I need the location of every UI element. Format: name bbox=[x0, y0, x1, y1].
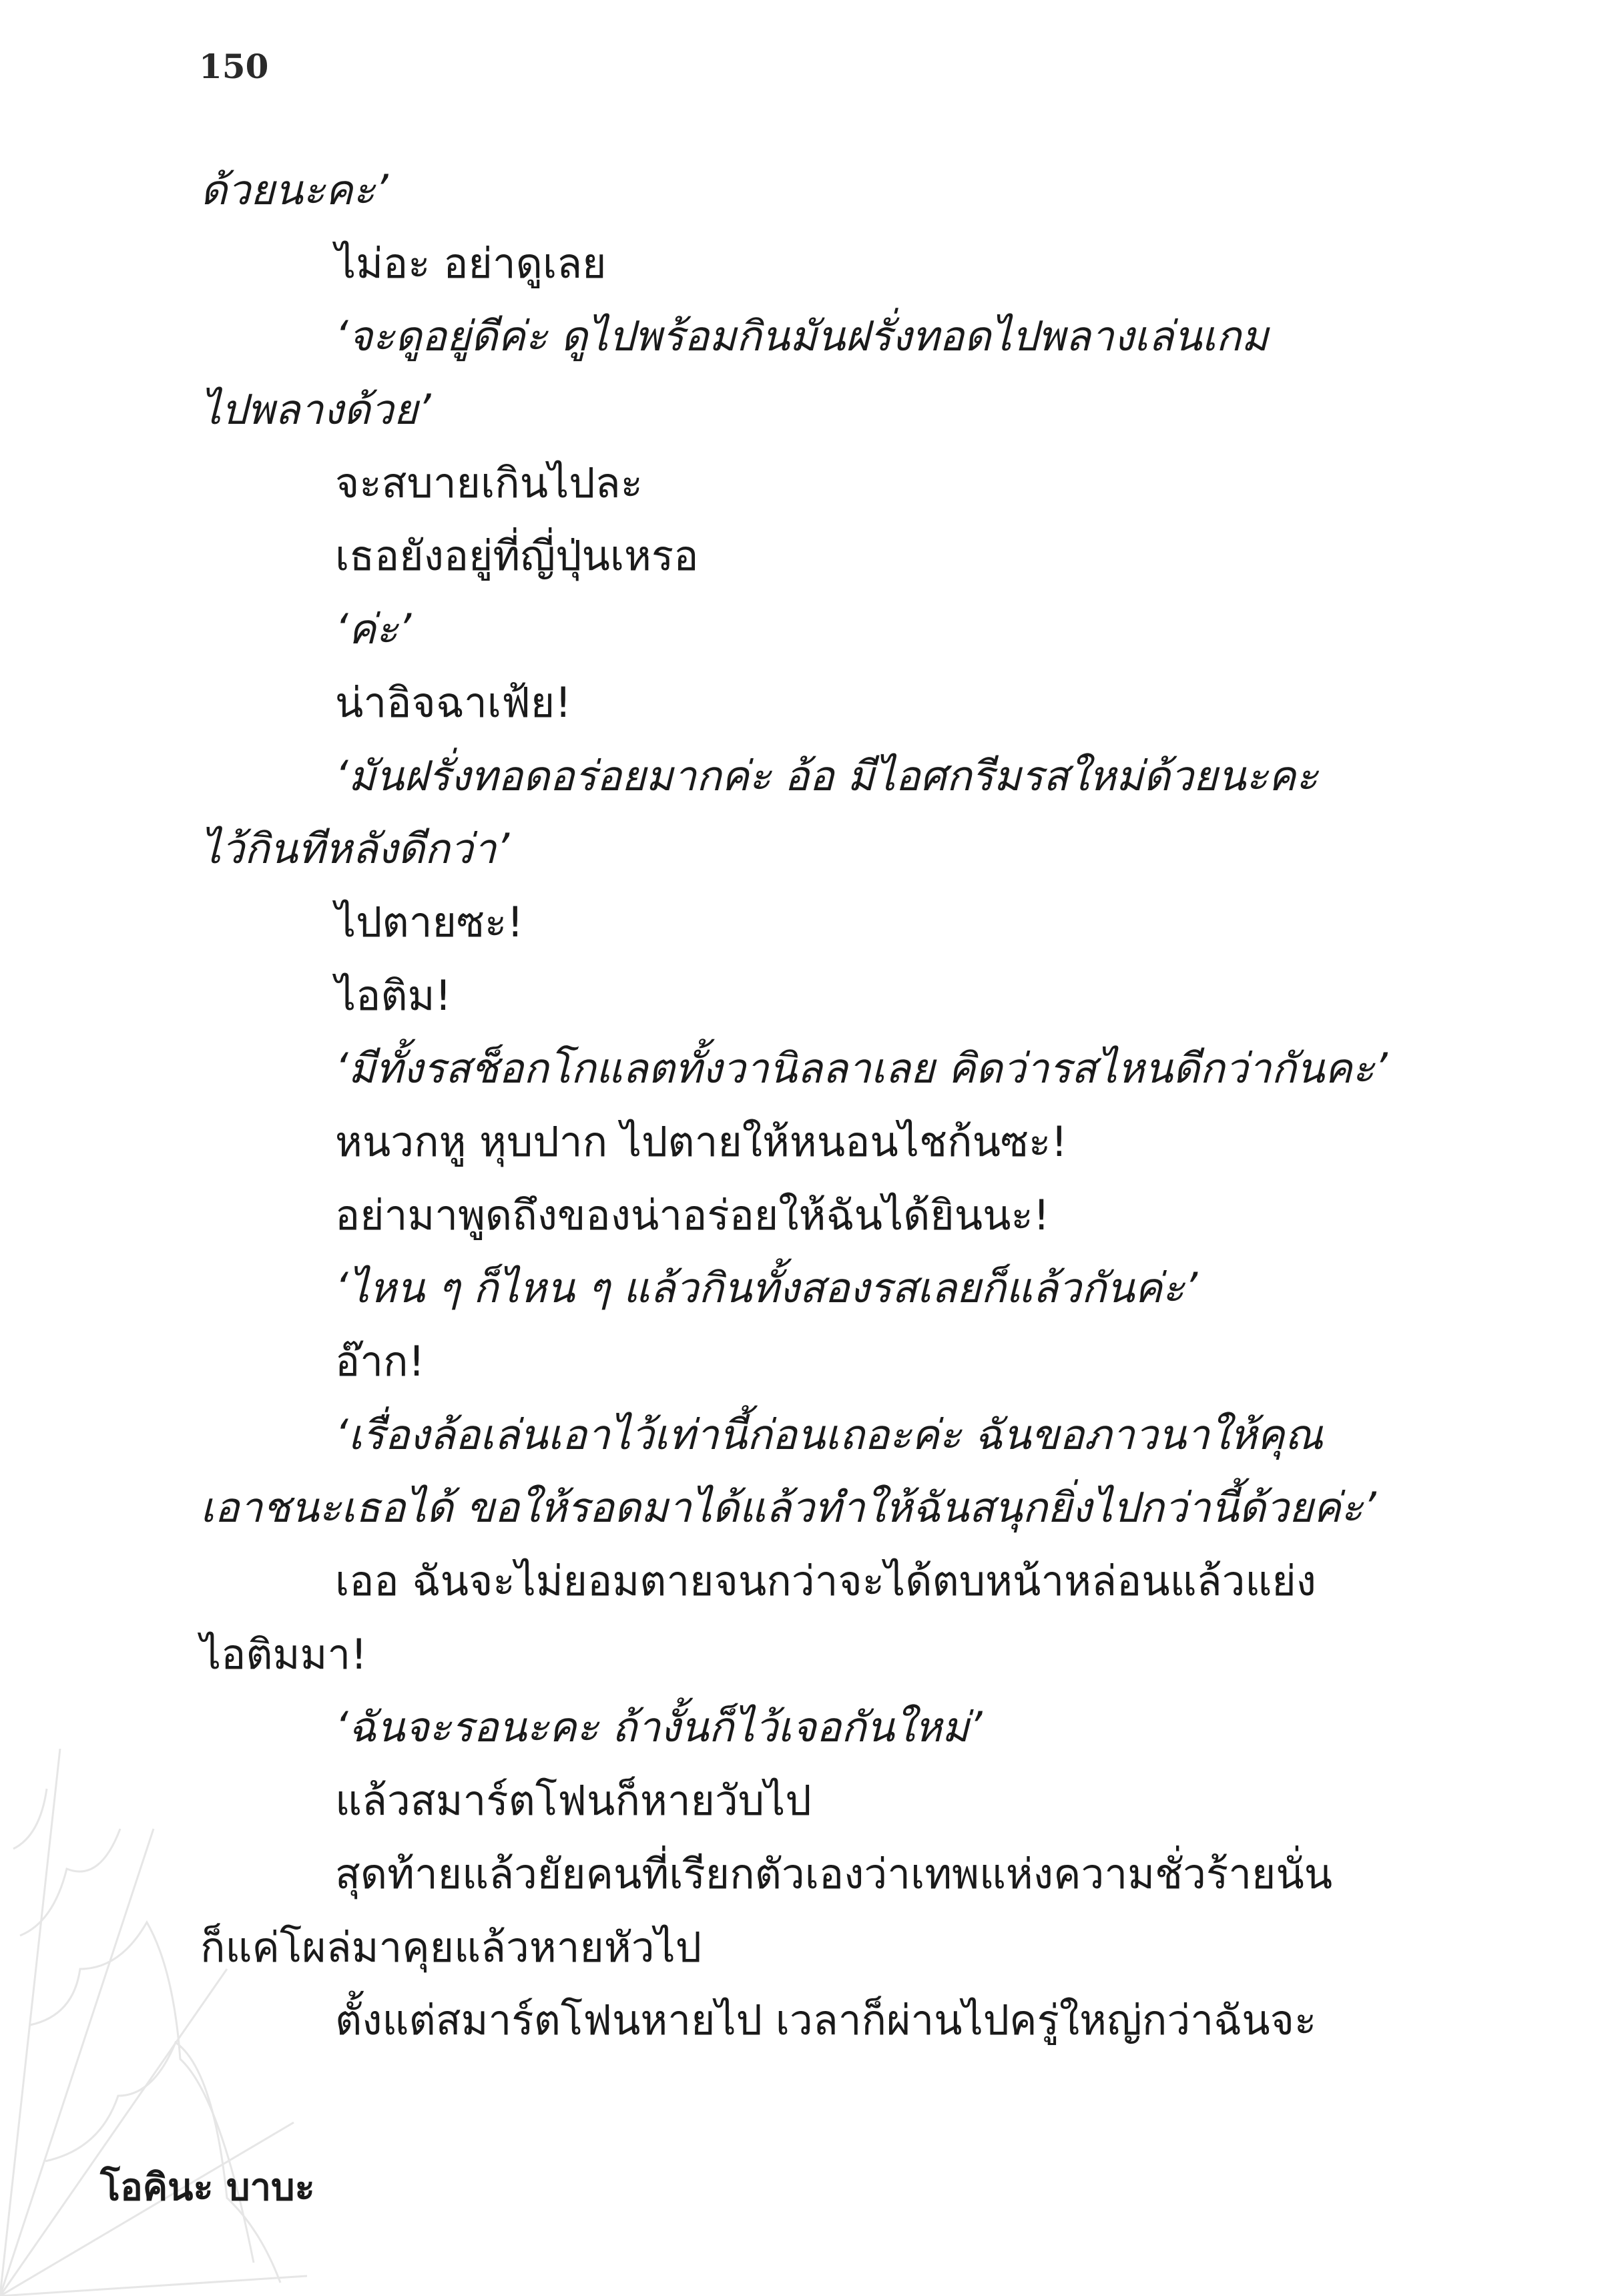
dialogue-line: ไปพลางด้วย’ bbox=[200, 385, 431, 435]
narration-line: น่าอิจฉาเฟ้ย! bbox=[335, 677, 572, 727]
narration-line: ก็แค่โผล่มาคุยแล้วหายหัวไป bbox=[200, 1922, 702, 1972]
dialogue-line: ‘ฉันจะรอนะคะ ถ้างั้นก็ไว้เจอกันใหม่’ bbox=[335, 1703, 983, 1752]
narration-line: หนวกหู หุบปาก ไปตายให้หนอนไชก้นซะ! bbox=[335, 1117, 1068, 1166]
narration-line: ไม่อะ อย่าดูเลย bbox=[335, 238, 607, 288]
dialogue-line: ด้วยนะคะ’ bbox=[200, 166, 388, 214]
dialogue-line: ‘ค่ะ’ bbox=[335, 605, 412, 654]
dialogue-line: ‘เรื่องล้อเล่นเอาไว้เท่านี้ก่อนเถอะค่ะ ฉันขอภาวนาให้คุณ bbox=[335, 1410, 1323, 1459]
book-title-footer: โอคินะ บาบะ bbox=[100, 2166, 315, 2209]
dialogue-line: ‘ไหน ๆ ก็ไหน ๆ แล้วกินทั้งสองรสเลยก็แล้วกันค่ะ’ bbox=[335, 1263, 1198, 1313]
narration-line: อ๊าก! bbox=[335, 1337, 425, 1386]
narration-line: อย่ามาพูดถึงของน่าอร่อยให้ฉันได้ยินนะ! bbox=[335, 1190, 1050, 1239]
narration-line: แล้วสมาร์ตโฟนก็หายวับไป bbox=[335, 1776, 812, 1825]
body-text bbox=[200, 154, 1402, 2057]
narration-line: ตั้งแต่สมาร์ตโฟนหายไป เวลาก็ผ่านไปครู่ใหญ่กว่าฉันจะ bbox=[335, 1996, 1317, 2045]
narration-line: สุดท้ายแล้วยัยคนที่เรียกตัวเองว่าเทพแห่งความชั่วร้ายนั่น bbox=[335, 1849, 1333, 1898]
page-number: 150 bbox=[199, 47, 269, 86]
dialogue-line: เอาชนะเธอได้ ขอให้รอดมาได้แล้วทำให้ฉันสนุกยิ่งไปกว่านี้ด้วยค่ะ’ bbox=[200, 1483, 1376, 1532]
narration-line: เออ ฉันจะไม่ยอมตายจนกว่าจะได้ตบหน้าหล่อนแล้วแย่ง bbox=[335, 1556, 1316, 1606]
narration-line: จะสบายเกินไปละ bbox=[335, 458, 643, 507]
narration-line: เธอยังอยู่ที่ญี่ปุ่นเหรอ bbox=[335, 531, 699, 581]
dialogue-line: ‘มีทั้งรสช็อกโกแลตทั้งวานิลลาเลย คิดว่ารสไหนดีกว่ากันคะ’ bbox=[335, 1044, 1388, 1093]
dialogue-line: ไว้กินทีหลังดีกว่า’ bbox=[200, 824, 510, 874]
narration-line: ไอติม! bbox=[335, 970, 452, 1020]
dialogue-line: ‘จะดูอยู่ดีค่ะ ดูไปพร้อมกินมันฝรั่งทอดไปพลางเล่นเกม bbox=[335, 312, 1269, 361]
narration-line: ไอติมมา! bbox=[200, 1629, 368, 1679]
dialogue-line: ‘มันฝรั่งทอดอร่อยมากค่ะ อ้อ มีไอศกรีมรสใหม่ด้วยนะคะ bbox=[335, 751, 1318, 800]
narration-line: ไปตายซะ! bbox=[335, 897, 524, 946]
